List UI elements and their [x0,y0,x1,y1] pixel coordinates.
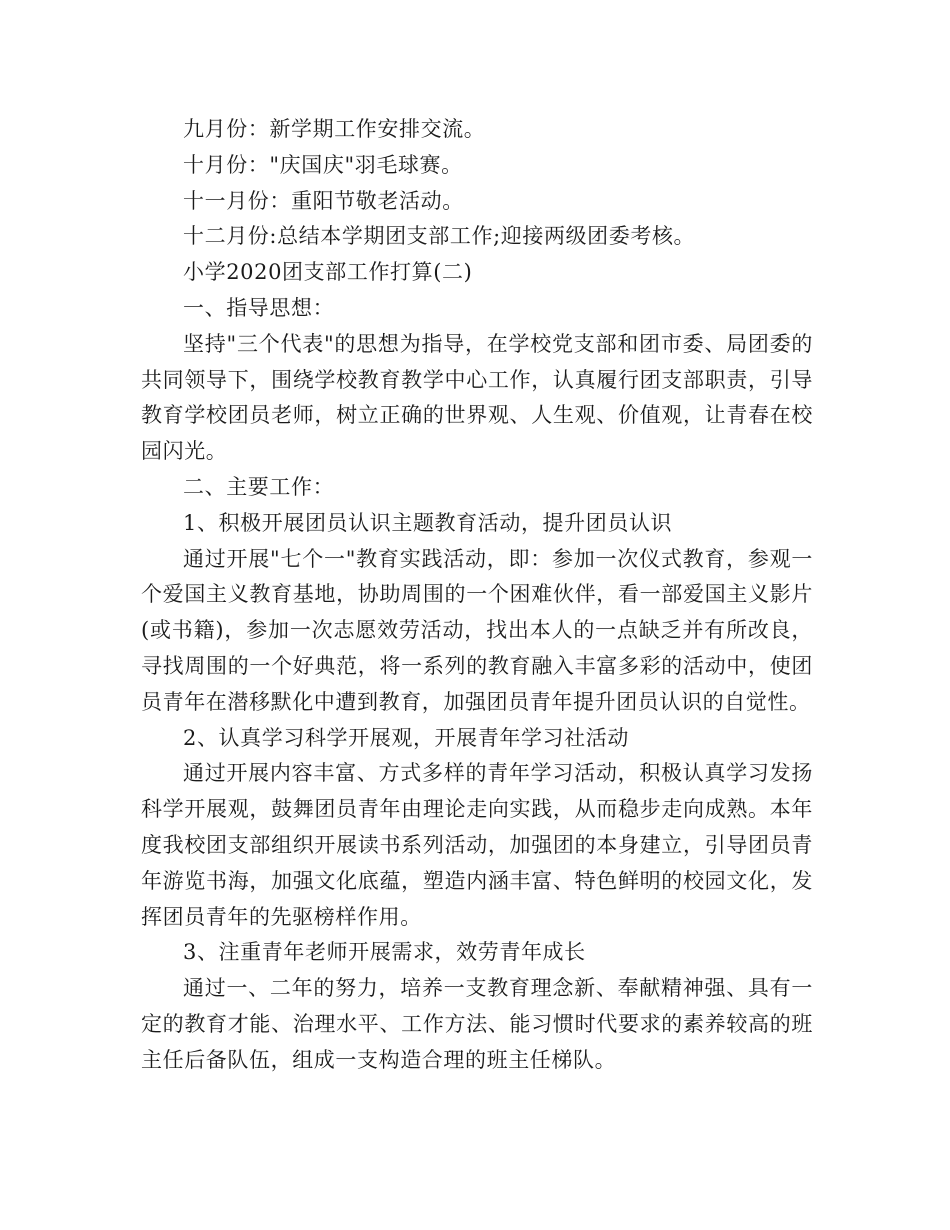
paragraph-item-3: 通过一、二年的努力，培养一支教育理念新、奉献精神强、具有一定的教育才能、治理水平、工作方法、能习惯时代要求的素养较高的班主任后备队伍，组成一支构造合理的班主任梯队。 [141,976,813,1072]
subheading-item-3: 3、注重青年老师开展需求，效劳青年成长 [183,940,586,965]
section-title: 小学2020团支部工作打算(二) [183,260,473,285]
paragraph-december: 十二月份:总结本学期团支部工作;迎接两级团委考核。 [183,224,696,249]
document-body [141,112,813,1079]
paragraph-guiding-thought: 坚持"三个代表"的思想为指导，在学校党支部和团市委、局团委的共同领导下，围绕学校教育教学中心工作，认真履行团支部职责，引导教育学校团员老师，树立正确的世界观、人生观、价值观，让青春在校园闪光。 [141,331,813,464]
subheading-item-1: 1、积极开展团员认识主题教育活动，提升团员认识 [183,510,673,535]
paragraph-october: 十月份："庆国庆"羽毛球赛。 [183,152,463,177]
heading-main-work: 二、主要工作： [183,474,335,499]
subheading-item-2: 2、认真学习科学开展观，开展青年学习社活动 [183,725,629,750]
heading-guiding-thought: 一、指导思想： [183,295,335,320]
paragraph-november: 十一月份：重阳节敬老活动。 [183,188,464,213]
paragraph-september: 九月份：新学期工作安排交流。 [183,117,486,141]
paragraph-item-1: 通过开展"七个一"教育实践活动，即：参加一次仪式教育，参观一个爱国主义教育基地，协助周围的一个困难伙伴，看一部爱国主义影片(或书籍)，参加一次志愿效劳活动，找出本人的一点缺乏并有所改良，寻找周围的一个好典范，将一系列的教育融入丰富多彩的活动中，使团员青年在潜移默化中遭到教育，加强团员青年提升团员认识的自觉性。 [141,546,813,714]
paragraph-item-2: 通过开展内容丰富、方式多样的青年学习活动，积极认真学习发扬科学开展观，鼓舞团员青年由理论走向实践，从而稳步走向成熟。本年度我校团支部组织开展读书系列活动，加强团的本身建立，引导团员青年游览书海，加强文化底蕴，塑造内涵丰富、特色鲜明的校园文化，发挥团员青年的先驱榜样作用。 [141,761,813,929]
